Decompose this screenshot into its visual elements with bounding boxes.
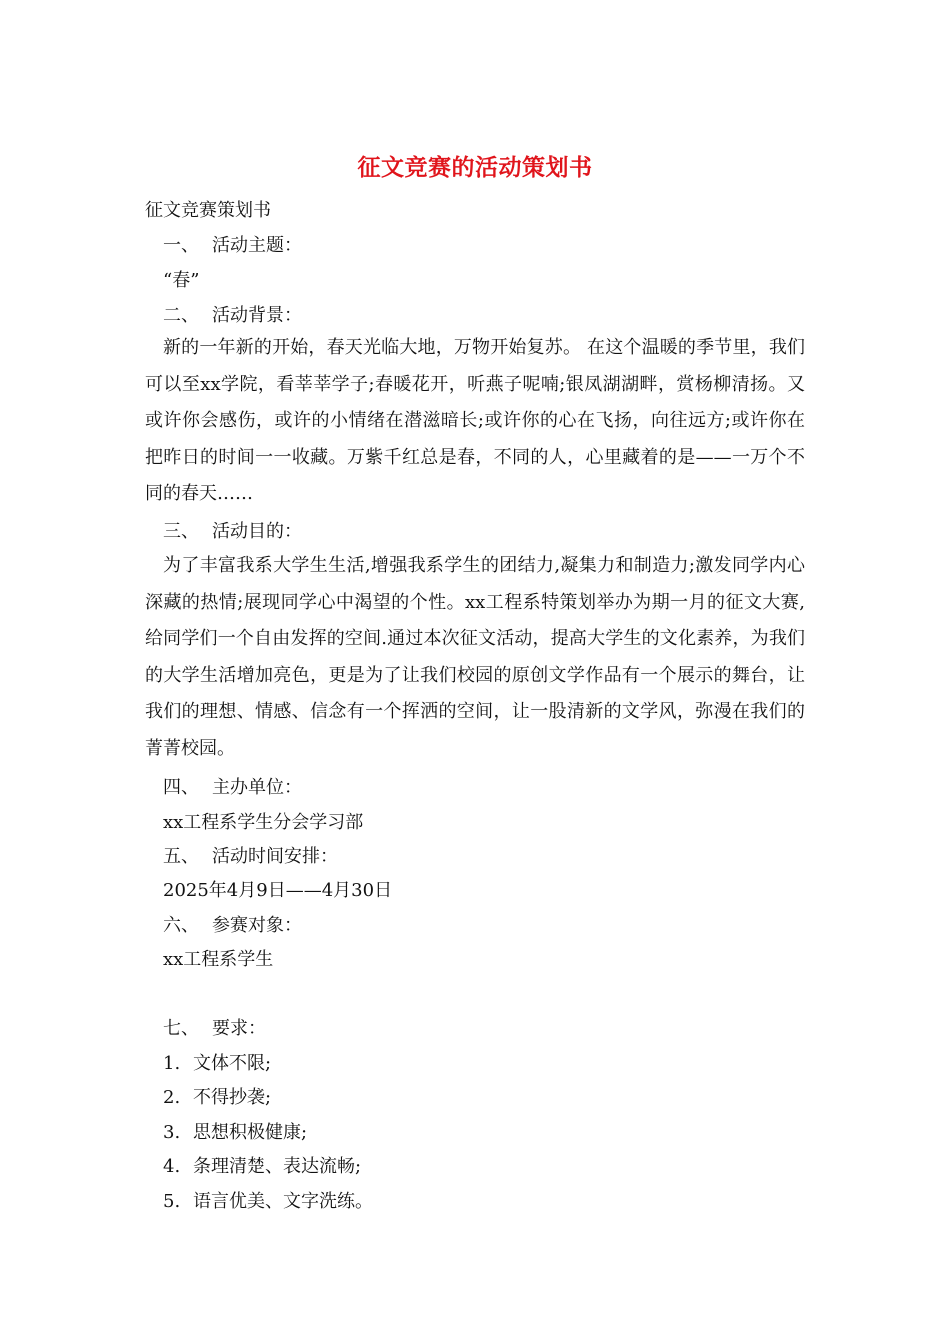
background-paragraph: 新的一年新的开始，春天光临大地，万物开始复苏。 在这个温暖的季节里，我们可以至xx学院，看莘莘学子;春暖花开，听燕子呢喃;银凤湖湖畔，赏杨柳清扬。又或许你会感伤，或许的小情绪在潜滋暗长;或许你的心在飞扬，向往远方;或许你在把昨日的时间一一收藏。万紫千红总是春，不同的人，心里藏着的是——一万个不同的春天…… — [145, 337, 805, 504]
list-item — [163, 1119, 307, 1147]
schedule-value: 2025年4月9日——4月30日 — [163, 880, 393, 901]
section-number: 五、 — [163, 846, 199, 867]
section-number: 六、 — [163, 915, 199, 936]
section-heading-participants — [163, 912, 302, 940]
section-label: 要求： — [212, 1018, 266, 1039]
section-label: 主办单位： — [212, 777, 302, 798]
list-item-number: 3. — [163, 1122, 181, 1143]
list-item — [163, 1084, 271, 1112]
document-subtitle: 征文竞赛策划书 — [145, 200, 271, 221]
section-heading-background — [163, 302, 302, 330]
list-item-text: 不得抄袭; — [193, 1087, 272, 1108]
purpose-paragraph: 为了丰富我系大学生生活,增强我系学生的团结力,凝集力和制造力;激发同学内心深藏的热情;展现同学心中渴望的个性。xx工程系特策划举办为期一月的征文大赛,给同学们一个自由发挥的空间.通过本次征文活动，提高大学生的文化素养，为我们的大学生活增加亮色，更是为了让我们校园的原创文学作品有一个展示的舞台，让我们的理想、情感、信念有一个挥洒的空间，让一股清新的文学风，弥漫在我们的菁菁校园。 — [145, 555, 805, 759]
section-number: 二、 — [163, 305, 199, 326]
document-title: 征文竞赛的活动策划书 — [357, 154, 593, 181]
list-item-text: 文体不限; — [193, 1053, 272, 1074]
section-heading-schedule — [163, 843, 338, 871]
section-heading-theme — [163, 232, 302, 260]
list-item-number: 1. — [163, 1053, 181, 1074]
section-number: 三、 — [163, 521, 199, 542]
list-item-text: 思想积极健康; — [193, 1122, 308, 1143]
section-number: 一、 — [163, 235, 199, 256]
organizer-value: xx工程系学生分会学习部 — [163, 812, 364, 833]
section-number: 四、 — [163, 777, 199, 798]
section-heading-requirements — [163, 1015, 266, 1043]
section-number: 七、 — [163, 1018, 199, 1039]
section-label: 参赛对象： — [212, 915, 302, 936]
list-item-number: 5. — [163, 1191, 181, 1212]
section-label: 活动主题： — [212, 235, 302, 256]
list-item-text: 条理清楚、表达流畅; — [193, 1156, 362, 1177]
participants-value: xx工程系学生 — [163, 949, 274, 970]
list-item — [163, 1153, 361, 1181]
list-item-number: 4. — [163, 1156, 181, 1177]
section-label: 活动背景： — [212, 305, 302, 326]
list-item — [163, 1050, 271, 1078]
theme-value: “春” — [163, 270, 200, 291]
list-item-text: 语言优美、文字洗练。 — [193, 1191, 373, 1212]
list-item — [163, 1188, 373, 1216]
list-item-number: 2. — [163, 1087, 181, 1108]
section-heading-purpose — [163, 518, 302, 546]
section-label: 活动时间安排： — [212, 846, 338, 867]
section-label: 活动目的： — [212, 521, 302, 542]
section-heading-organizer — [163, 774, 302, 802]
